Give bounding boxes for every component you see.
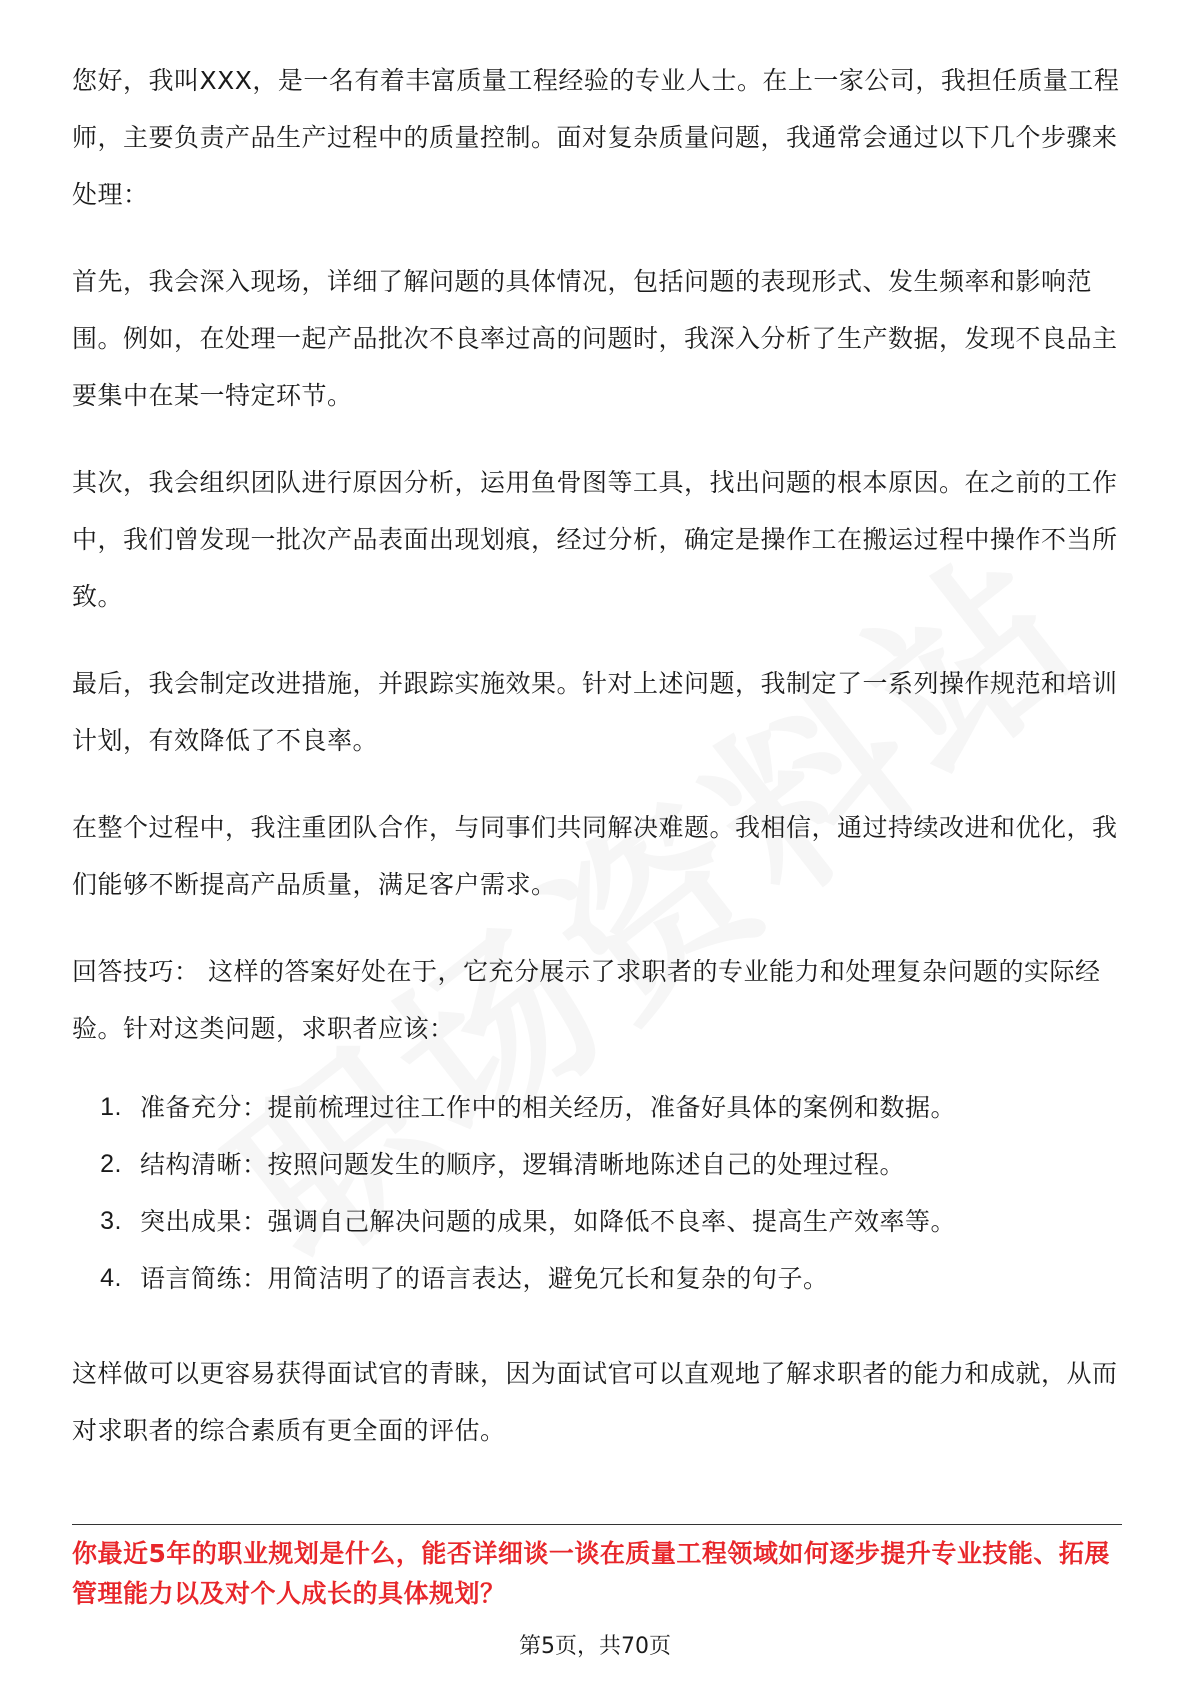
paragraph-answer-tips: 回答技巧： 这样的答案好处在于，它充分展示了求职者的专业能力和处理复杂问题的实际经验。针对这类问题，求职者应该： xyxy=(72,957,1101,1043)
list-item-number: 4. xyxy=(100,1264,122,1292)
page-number: 第5页，共70页 xyxy=(519,1634,671,1659)
paragraph-first-step: 首先，我会深入现场，详细了解问题的具体情况，包括问题的表现形式、发生频率和影响范围。例如，在处理一起产品批次不良率过高的问题时，我深入分析了生产数据，发现不良品主要集中在某一特定环节。 xyxy=(72,267,1118,410)
list-item-number: 3. xyxy=(100,1207,122,1235)
paragraph-second-step: 其次，我会组织团队进行原因分析，运用鱼骨图等工具，找出问题的根本原因。在之前的工作中，我们曾发现一批次产品表面出现划痕，经过分析，确定是操作工在搬运过程中操作不当所致。 xyxy=(72,468,1118,611)
tips-list xyxy=(72,1079,1122,1307)
list-item xyxy=(72,1136,1122,1193)
next-question-heading: 你最近5年的职业规划是什么，能否详细谈一谈在质量工程领域如何逐步提升专业技能、拓展管理能力以及对个人成长的具体规划？ xyxy=(72,1539,1110,1608)
list-item-text: 语言简练：用简洁明了的语言表达，避免冗长和复杂的句子。 xyxy=(140,1264,829,1293)
section-divider xyxy=(72,1524,1122,1525)
paragraph-intro: 您好，我叫XXX，是一名有着丰富质量工程经验的专业人士。在上一家公司，我担任质量工程师，主要负责产品生产过程中的质量控制。面对复杂质量问题，我通常会通过以下几个步骤来处理： xyxy=(72,66,1120,209)
list-item xyxy=(72,1250,1122,1307)
list-item-number: 2. xyxy=(100,1150,122,1178)
list-item-number: 1. xyxy=(100,1093,122,1121)
document-body xyxy=(72,52,1122,1489)
paragraph-closing: 这样做可以更容易获得面试官的青睐，因为面试官可以直观地了解求职者的能力和成就，从而对求职者的综合素质有更全面的评估。 xyxy=(72,1359,1118,1445)
list-item xyxy=(72,1079,1122,1136)
list-item-text: 准备充分：提前梳理过往工作中的相关经历，准备好具体的案例和数据。 xyxy=(140,1093,957,1122)
list-item-text: 突出成果：强调自己解决问题的成果，如降低不良率、提高生产效率等。 xyxy=(140,1207,957,1236)
list-item xyxy=(72,1193,1122,1250)
list-item-text: 结构清晰：按照问题发生的顺序，逻辑清晰地陈述自己的处理过程。 xyxy=(140,1150,906,1179)
paragraph-teamwork: 在整个过程中，我注重团队合作，与同事们共同解决难题。我相信，通过持续改进和优化，我们能够不断提高产品质量，满足客户需求。 xyxy=(72,813,1118,899)
paragraph-final-step: 最后，我会制定改进措施，并跟踪实施效果。针对上述问题，我制定了一系列操作规范和培训计划，有效降低了不良率。 xyxy=(72,669,1118,755)
